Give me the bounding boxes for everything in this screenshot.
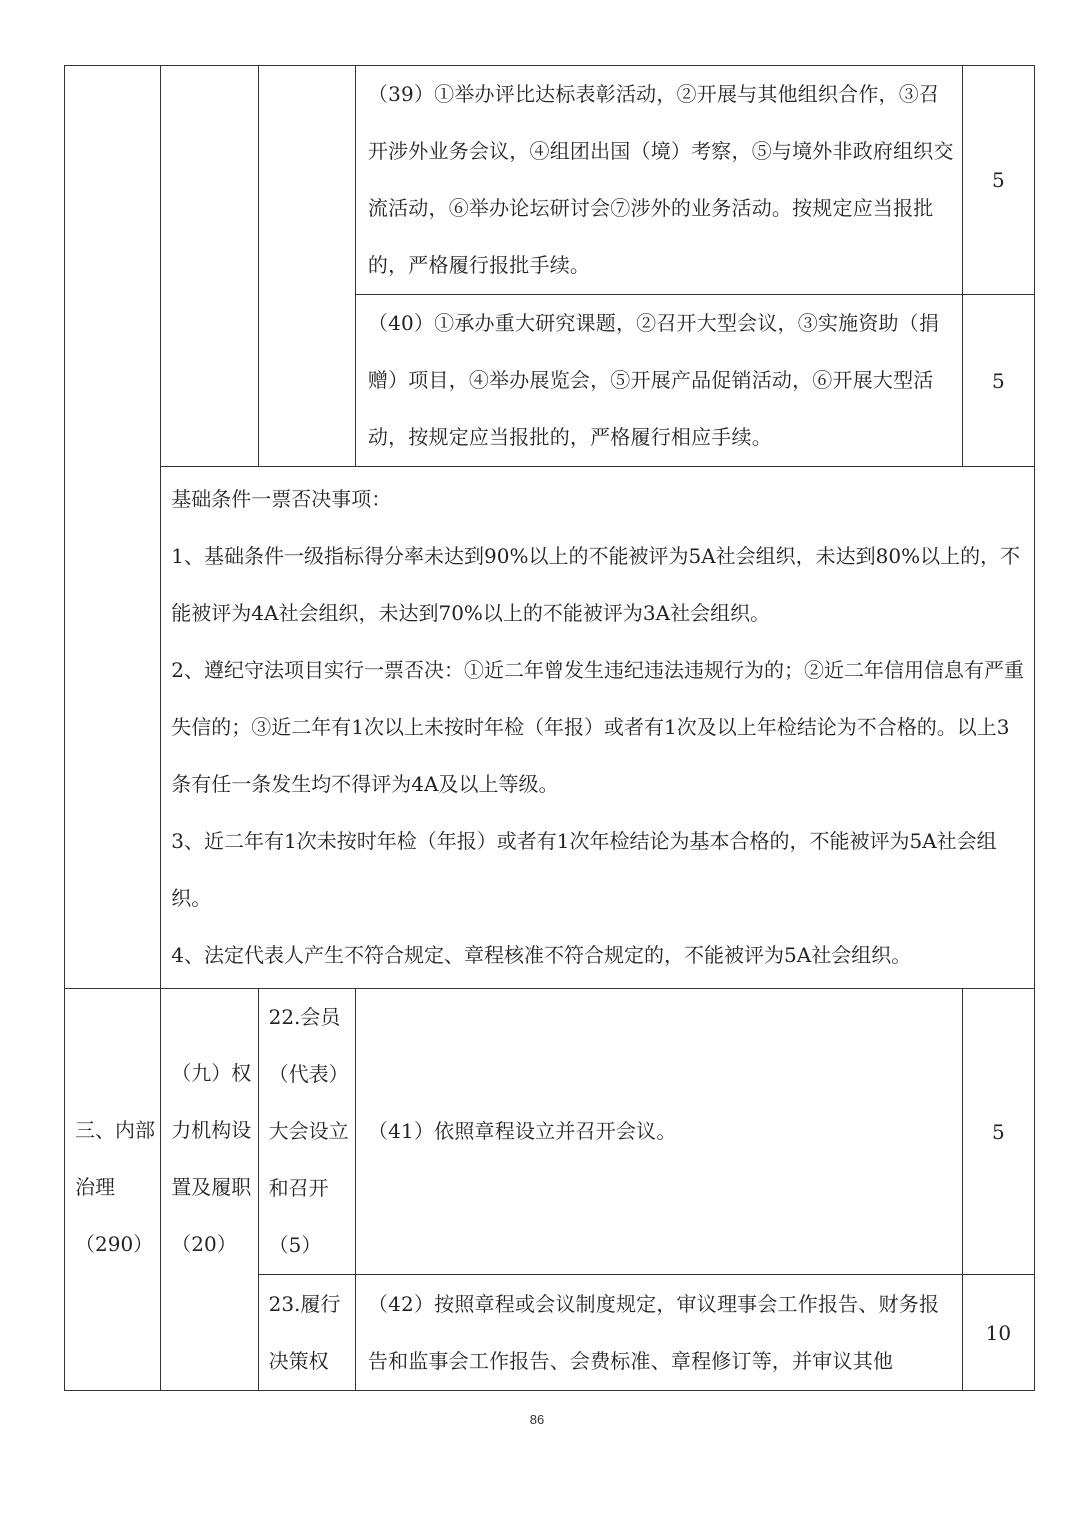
level3-label: 23.履行决策权 (268, 1291, 341, 1373)
table-row (65, 989, 1035, 1275)
veto-item: 1、基础条件一级指标得分率未达到90%以上的不能被评为5A社会组织，未达到80%以上的，不能被评为4A社会组织，未达到70%以上的不能被评为3A社会组织。 (171, 544, 1021, 625)
item-cell (355, 66, 962, 295)
page-number: 86 (529, 1412, 545, 1427)
veto-item: 3、近二年有1次未按时年检（年报）或者有1次年检结论为基本合格的，不能被评为5A社会组织。 (171, 829, 997, 910)
item-text-41: （41）依照章程设立并召开会议。 (367, 1119, 677, 1143)
dimension-cell (65, 989, 161, 1391)
level3-label: 22.会员（代表）大会设立和召开（5） (268, 1005, 349, 1257)
score-cell: 10 (962, 1275, 1034, 1391)
item-cell (355, 295, 962, 467)
level2-label: （九）权力机构设置及履职（20） (171, 1061, 252, 1256)
item-cell (355, 989, 962, 1275)
item-text-40: （40）①承办重大研究课题，②召开大型会议，③实施资助（捐赠）项目，④举办展览会，⑤开展产品促销活动，⑥开展大型活动，按规定应当报批的，严格履行相应手续。 (367, 311, 940, 449)
score-cell: 5 (962, 66, 1034, 295)
item-text-42: （42）按照章程或会议制度规定，审议理事会工作报告、财务报告和监事会工作报告、会费标准、章程修订等，并审议其他 (367, 1291, 940, 1373)
level3-cell (258, 1275, 355, 1391)
table-row (65, 66, 1035, 295)
level3-cell (258, 989, 355, 1275)
veto-item: 2、遵纪守法项目实行一票否决：①近二年曾发生违纪违法违规行为的；②近二年信用信息有严重失信的；③近二年有1次以上未按时年检（年报）或者有1次及以上年检结论为不合格的。以上3条有任一条发生均不得评为4A及以上等级。 (171, 658, 1025, 796)
dimension-label: 三、内部治理（290） (75, 1118, 155, 1256)
dimension-cell-empty (65, 66, 161, 989)
level2-cell-empty (161, 66, 258, 467)
level2-cell (161, 989, 258, 1391)
score-cell: 5 (962, 295, 1034, 467)
veto-cell (161, 467, 1035, 989)
item-cell (355, 1275, 962, 1391)
level3-cell-empty (258, 66, 355, 467)
veto-notes (161, 467, 1034, 988)
item-text-39: （39）①举办评比达标表彰活动，②开展与其他组织合作，③召开涉外业务会议，④组团出国（境）考察，⑤与境外非政府组织交流活动，⑥举办论坛研讨会⑦涉外的业务活动。按规定应当报批的，严格履行报批手续。 (367, 82, 954, 277)
veto-item: 4、法定代表人产生不符合规定、章程核准不符合规定的，不能被评为5A社会组织。 (171, 943, 912, 967)
score-cell: 5 (962, 989, 1034, 1275)
veto-title: 基础条件一票否决事项： (171, 487, 392, 511)
veto-row (65, 467, 1035, 989)
evaluation-table (64, 65, 1035, 1391)
